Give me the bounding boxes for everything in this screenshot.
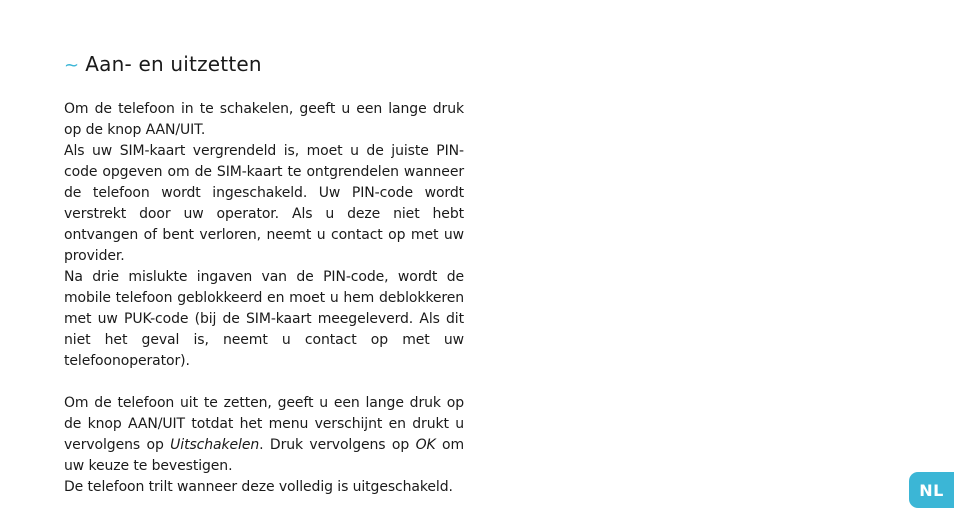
heading-marker: ~ [64, 55, 80, 76]
paragraph-puk-code: Na drie mislukte ingaven van de PIN-code, wordt de mobile telefoon geblokkeerd en moet u hem deblokkeren met uw PUK-code (bij de SIM-kaart meegeleverd. Als dit niet het geval is, neemt u contact op met uw telefoonoperator). [64, 269, 464, 369]
power-off-text-1: Om de telefoon uit te zetten, geeft u een lange druk op de knop AAN/UIT totdat het menu verschijnt en drukt u vervolgens op [64, 395, 464, 453]
power-off-text-3: om uw keuze te bevestigen. [64, 437, 465, 474]
ok-option: OK [415, 437, 436, 453]
power-off-text-2: . Druk vervolgens op [259, 437, 416, 453]
section-title: Aan- en uitzetten [85, 52, 262, 76]
language-tab: NL [909, 472, 954, 508]
paragraph-pin-code: Als uw SIM-kaart vergrendeld is, moet u de juiste PIN-code opgeven om de SIM-kaart te ontgrendelen wanneer de telefoon wordt ingeschakeld. Uw PIN-code wordt verstrekt door uw operator. Als u deze niet hebt ontvangen of bent verloren, neemt u contact op met uw provider. [64, 143, 464, 264]
power-off-option: Uitschakelen [170, 437, 260, 453]
section-heading [64, 52, 262, 76]
body-text [64, 99, 464, 498]
paragraph-power-off [64, 393, 464, 477]
paragraph-power-on: Om de telefoon in te schakelen, geeft u een lange druk op de knop AAN/UIT. [64, 101, 464, 138]
paragraph-vibrate: De telefoon trilt wanneer deze volledig is uitgeschakeld. [64, 479, 453, 495]
